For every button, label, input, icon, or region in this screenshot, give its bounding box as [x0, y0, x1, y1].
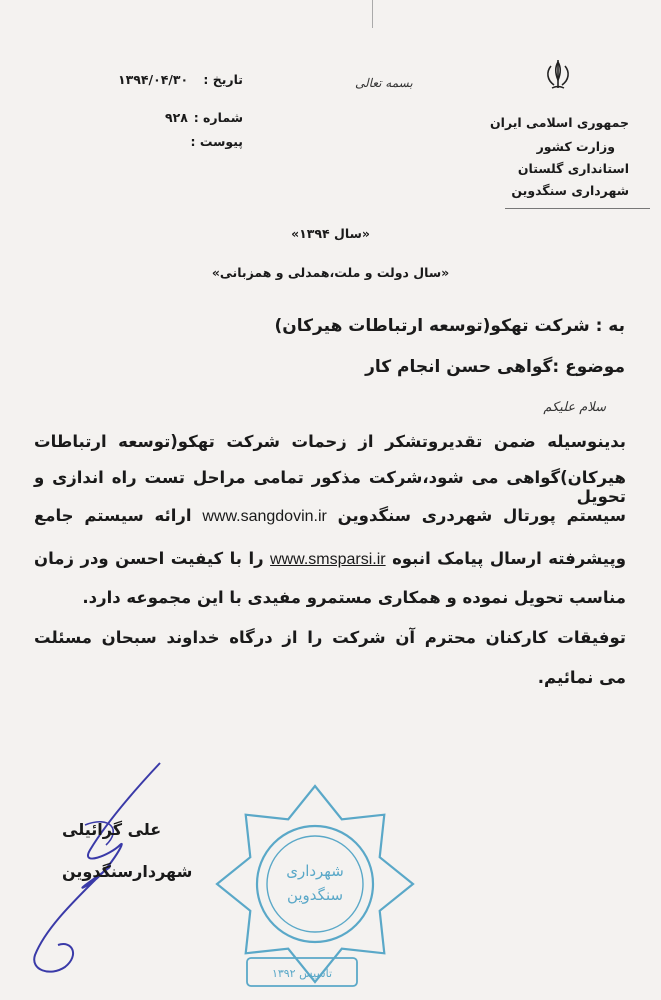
bismillah: بسمه تعالی	[355, 76, 413, 90]
iran-emblem-icon	[540, 58, 576, 92]
org-line-municipality: شهرداری سنگدوین	[511, 183, 629, 198]
subject: موضوع :گواهی حسن انجام کار	[365, 357, 625, 377]
recipient: به : شرکت تهکو(توسعه ارتباطات هیرکان)	[274, 316, 625, 336]
number-label: شماره :	[193, 110, 243, 125]
greeting: سلام علیکم	[543, 400, 606, 415]
number-value: ۹۲۸	[165, 110, 188, 125]
body-line-3	[34, 506, 626, 526]
body-line-4-end: را با کیفیت احسن ودر زمان	[34, 549, 264, 568]
body-line-7: می نمائیم.	[537, 668, 626, 687]
seal-text-municipality: شهرداری	[286, 862, 344, 880]
body-line-2: هیرکان)گواهی می شود،شرکت مذکور تمامی مراحل تست راه اندازی و تحویل	[34, 468, 626, 506]
body-line-1: بدینوسیله ضمن تقدیروتشکر از زحمات شرکت تهکو(توسعه ارتباطات	[34, 432, 626, 451]
body-line-5: مناسب تحویل نموده و همکاری مستمرو مفیدی با این مجموعه دارد.	[82, 588, 626, 607]
sms-url[interactable]: www.smsparsi.ir	[270, 551, 386, 568]
body-line-4	[34, 549, 626, 569]
top-divider	[372, 0, 373, 28]
signatory-title: شهردارسنگدوین	[62, 862, 193, 881]
signatory-name: علی گرائیلی	[62, 820, 162, 839]
date-value: ۱۳۹۴/۰۴/۳۰	[118, 72, 189, 87]
body-line-6: توفیقات کارکنان محترم آن شرکت را از درگاه خداوند سبحان مسئلت	[34, 628, 626, 647]
municipality-seal	[195, 782, 435, 997]
org-line-republic: جمهوری اسلامی ایران	[490, 115, 629, 130]
header-rule	[505, 208, 650, 209]
portal-url[interactable]: www.sangdovin.ir	[202, 508, 327, 525]
org-line-ministry: وزارت کشور	[536, 139, 615, 154]
body-line-3-end: ارائه سیستم جامع	[34, 506, 192, 525]
year-name: «سال ۱۳۹۴»	[291, 226, 370, 241]
org-line-province: استانداری گلستان	[517, 161, 629, 176]
date-label: تاریخ :	[203, 72, 243, 87]
attachment-label: پیوست :	[190, 134, 243, 149]
body-line-3-start: سیستم پورتال شهردری سنگدوین	[337, 506, 626, 525]
body-line-4-start: وپیشرفته ارسال پیامک انبوه	[392, 549, 626, 568]
seal-text-founded: تاسیس ۱۳۹۲	[271, 967, 333, 980]
seal-text-sangdovin: سنگدوین	[286, 886, 344, 904]
motto: «سال دولت و ملت،همدلی و همزبانی»	[211, 265, 450, 280]
